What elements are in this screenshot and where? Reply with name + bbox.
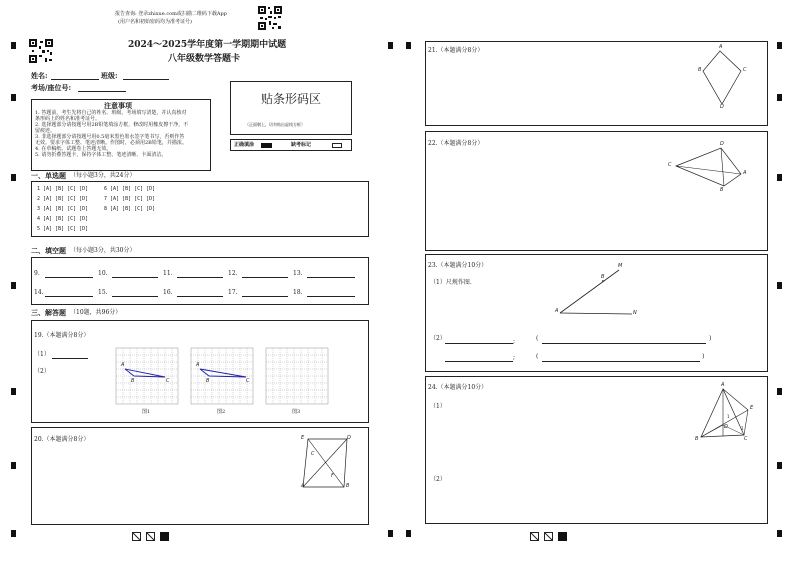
point-label: F xyxy=(331,473,334,479)
notice-line: 5. 请勿折叠答题卡，保持字体工整、笔迹清晰、卡面清洁。 xyxy=(35,152,167,158)
angle-label: 2 xyxy=(741,426,744,431)
mcq-row[interactable]: 4 [A] [B] [C] [D] xyxy=(37,216,89,222)
notice-line: 4. 在草稿纸、试题卷上答题无效。 xyxy=(35,146,112,152)
point-label: B xyxy=(131,378,135,384)
point-label: A xyxy=(555,308,559,314)
blank-number: 11. xyxy=(163,270,173,277)
notice-title: 注意事项 xyxy=(104,101,132,110)
figure-caption: 图3 xyxy=(292,409,301,415)
point-label: B xyxy=(206,378,210,384)
point-label: B xyxy=(346,483,350,489)
q23-title: 23.（本题满分10分） xyxy=(428,262,488,269)
blank-number: 13. xyxy=(293,270,303,277)
notice-line: 条形码上的姓名和准考证号。 xyxy=(35,116,101,122)
absent-mark-label: 缺考标记 xyxy=(291,142,312,148)
figure-caption: 图1 xyxy=(142,409,151,415)
q24-part1: （1） xyxy=(430,403,446,410)
section2-subtitle: （每小题3分，共30分） xyxy=(70,247,136,254)
point-label: C xyxy=(668,162,672,168)
blank-number: 9. xyxy=(34,270,40,277)
figure-caption: 图2 xyxy=(217,409,226,415)
q24-part2: （2） xyxy=(430,476,446,483)
q20-title: 20.（本题满分8分） xyxy=(34,436,90,443)
class-label: 班级: xyxy=(101,71,118,80)
blank-number: 17. xyxy=(228,289,238,296)
q23-part1: （1）尺规作图. xyxy=(430,279,472,286)
point-label: E xyxy=(750,405,754,411)
correct-fill-label: 正确填涂 xyxy=(234,142,255,148)
point-label: B xyxy=(695,436,699,442)
blank-number: 18. xyxy=(293,289,303,296)
blank-number: 15. xyxy=(98,289,108,296)
exam-title: 2024～2025学年度第一学期期中试题 xyxy=(128,40,287,50)
section3-title: 三、解答题 xyxy=(31,308,66,317)
mcq-row[interactable]: 7 [A] [B] [C] [D] xyxy=(104,196,156,202)
blank-number: 16. xyxy=(163,289,173,296)
mcq-row[interactable]: 3 [A] [B] [C] [D] xyxy=(37,206,89,212)
barcode-note: （正面朝上，切勿贴出虚线方框） xyxy=(245,122,305,127)
point-label: C xyxy=(311,451,315,457)
mcq-row[interactable]: 5 [A] [B] [C] [D] xyxy=(37,226,89,232)
mcq-row[interactable]: 2 [A] [B] [C] [D] xyxy=(37,196,89,202)
name-label: 姓名: xyxy=(31,71,48,80)
angle-label: 1 xyxy=(727,414,730,419)
q19-part1: （1） xyxy=(34,351,50,358)
q23-box: 23.（本题满分10分） （1）尺规作图. （2） ; ( ) ; ( ) xyxy=(425,254,768,372)
report-credential-line: (用户名和初始密码均为准考证号) xyxy=(118,19,192,25)
point-label: D xyxy=(720,104,724,110)
report-source-line: 报告查询: 登录zhixue.com或扫描二维码下载App xyxy=(115,11,227,17)
point-label: B xyxy=(720,187,724,193)
notice-line: 留痕迹。 xyxy=(35,128,56,134)
point-label: A xyxy=(121,362,125,368)
point-label: A xyxy=(719,44,723,50)
q19-title: 19.（本题满分8分） xyxy=(34,332,90,339)
barcode-title: 贴条形码区 xyxy=(261,92,322,106)
answer-sheet-title: 八年级数学答题卡 xyxy=(168,54,241,64)
q23-part2: （2） xyxy=(430,335,446,342)
q22-title: 22.（本题满分8分） xyxy=(428,140,484,147)
section1-subtitle: （每小题3分，共24分） xyxy=(70,172,136,179)
blank-number: 14. xyxy=(34,289,44,296)
notice-line: 3. 非选择题部分请按题号用0.5毫米黑色墨水签字笔书写，否则作答 xyxy=(35,134,185,140)
point-label: A xyxy=(721,382,725,388)
notice-line: 1. 答题前，考生先将自己的姓名、班级、考场填写清楚，并认真核对 xyxy=(35,110,187,116)
point-label: A xyxy=(743,170,747,176)
point-label: D xyxy=(347,435,351,441)
section2-title: 二、填空题 xyxy=(31,246,66,255)
point-label: A xyxy=(196,362,200,368)
mcq-row[interactable]: 8 [A] [B] [C] [D] xyxy=(104,206,156,212)
point-label: D xyxy=(724,424,728,430)
point-label: C xyxy=(166,378,170,384)
blank-number: 12. xyxy=(228,270,238,277)
notice-line: 无效。要求字体工整、笔迹清晰。作图时，必须用2B铅笔，并描浓。 xyxy=(35,140,187,146)
mcq-row[interactable]: 6 [A] [B] [C] [D] xyxy=(104,186,156,192)
point-label: B xyxy=(698,67,702,73)
point-label: C xyxy=(744,436,748,442)
point-label: E xyxy=(301,435,305,441)
exam-room-label: 考场/座位号: xyxy=(31,83,72,92)
point-label: D xyxy=(720,141,724,147)
point-label: B xyxy=(601,274,605,280)
q19-part2: （2） xyxy=(34,368,50,375)
section3-subtitle: （10题，共96分） xyxy=(70,309,122,316)
blank-number: 10. xyxy=(98,270,108,277)
point-label: A xyxy=(301,483,305,489)
notice-line: 2. 选择题部分请按题号用2B铅笔填涂方框，修改时用橡皮擦干净，不 xyxy=(35,122,189,128)
section1-title: 一、单选题 xyxy=(31,171,66,180)
mcq-row[interactable]: 1 [A] [B] [C] [D] xyxy=(37,186,89,192)
point-label: C xyxy=(246,378,250,384)
point-label: M xyxy=(618,263,623,269)
q24-title: 24.（本题满分10分） xyxy=(428,384,488,391)
q21-title: 21.（本题满分8分） xyxy=(428,47,484,54)
point-label: C xyxy=(743,67,747,73)
point-label: N xyxy=(633,310,637,316)
